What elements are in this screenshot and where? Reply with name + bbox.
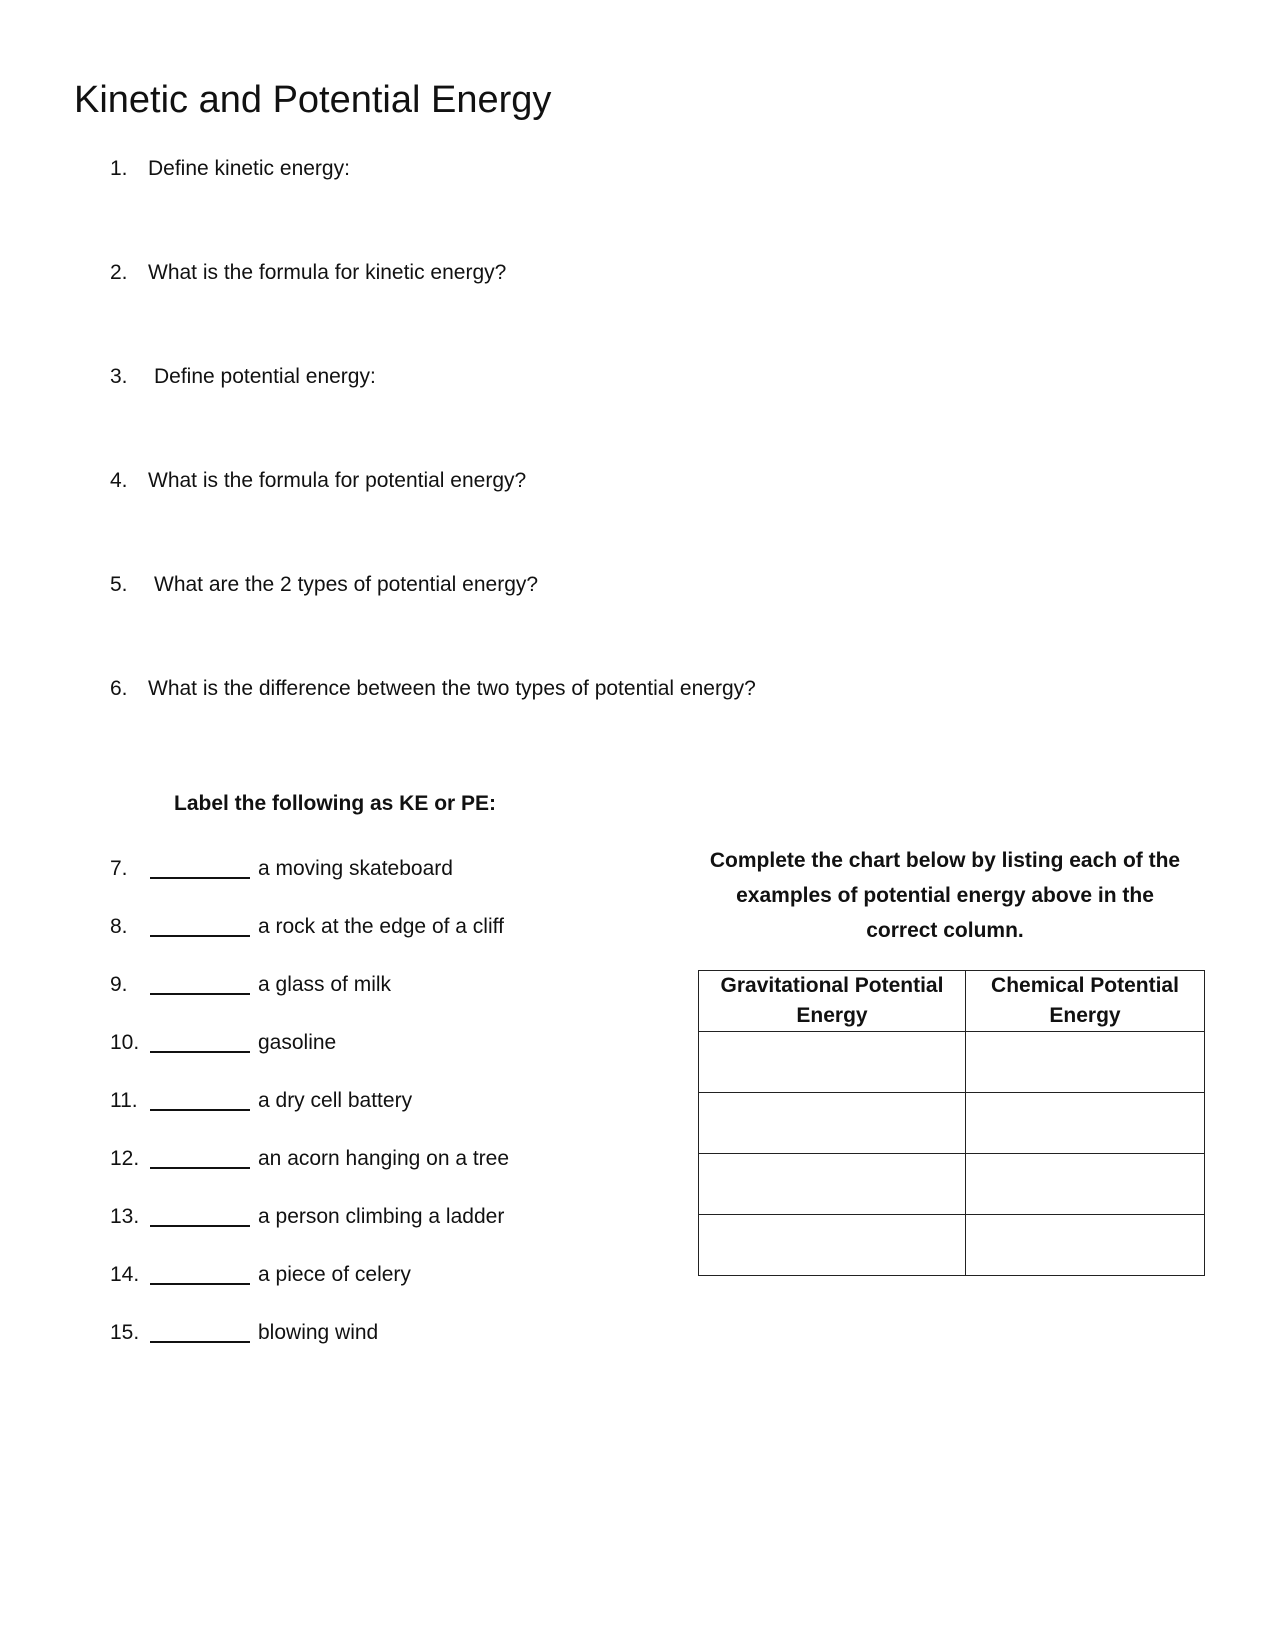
answer-blank[interactable] — [150, 1145, 250, 1169]
item-text: a piece of celery — [258, 1263, 411, 1286]
column-header-chemical: Chemical Potential Energy — [966, 971, 1205, 1032]
answer-blank[interactable] — [150, 1203, 250, 1227]
table-cell[interactable] — [966, 1215, 1205, 1276]
question-4 — [110, 467, 526, 495]
item-number: 10. — [110, 1031, 140, 1054]
label-item — [110, 1203, 504, 1231]
item-text: a rock at the edge of a cliff — [258, 915, 504, 938]
item-number: 11. — [110, 1089, 138, 1112]
answer-blank[interactable] — [150, 1319, 250, 1343]
question-3 — [110, 363, 376, 391]
item-text: a moving skateboard — [258, 857, 453, 880]
item-text: an acorn hanging on a tree — [258, 1147, 510, 1170]
item-number: 12. — [110, 1147, 140, 1170]
table-cell[interactable] — [966, 1032, 1205, 1093]
label-item — [110, 1319, 378, 1347]
answer-blank[interactable] — [150, 971, 250, 995]
label-section-heading: Label the following as KE or PE: — [174, 792, 497, 815]
answer-blank[interactable] — [150, 1087, 250, 1111]
question-number: 5. — [110, 573, 128, 596]
question-5 — [110, 571, 538, 599]
item-number: 14. — [110, 1263, 140, 1286]
item-number: 7. — [110, 857, 128, 880]
table-header-row — [699, 971, 1205, 1032]
question-text: Define potential energy: — [154, 365, 376, 388]
table-cell[interactable] — [699, 1032, 966, 1093]
label-item — [110, 1261, 411, 1289]
label-item — [110, 913, 504, 941]
question-number: 4. — [110, 469, 128, 492]
table-row — [699, 1154, 1205, 1215]
answer-blank[interactable] — [150, 913, 250, 937]
item-number: 9. — [110, 973, 128, 996]
question-number: 3. — [110, 365, 128, 388]
column-header-gravitational: Gravitational Potential Energy — [699, 971, 966, 1032]
table-row — [699, 1215, 1205, 1276]
question-6 — [110, 675, 756, 703]
label-item — [110, 855, 453, 883]
question-text: What are the 2 types of potential energy? — [154, 573, 539, 596]
item-number: 8. — [110, 915, 128, 938]
table-cell[interactable] — [699, 1154, 966, 1215]
question-1 — [110, 155, 350, 183]
table-cell[interactable] — [966, 1154, 1205, 1215]
label-item — [110, 1145, 509, 1173]
question-number: 1. — [110, 157, 128, 180]
question-text: Define kinetic energy: — [148, 157, 350, 180]
item-text: a dry cell battery — [258, 1089, 413, 1112]
table-cell[interactable] — [699, 1093, 966, 1154]
label-item — [110, 1087, 412, 1115]
table-row — [699, 1093, 1205, 1154]
label-item — [110, 1029, 336, 1057]
question-number: 2. — [110, 261, 128, 284]
item-number: 15. — [110, 1321, 140, 1344]
table-row — [699, 1032, 1205, 1093]
item-text: gasoline — [258, 1031, 337, 1054]
question-2 — [110, 259, 506, 287]
question-number: 6. — [110, 677, 128, 700]
answer-blank[interactable] — [150, 855, 250, 879]
item-text: a person climbing a ladder — [258, 1205, 505, 1228]
item-text: blowing wind — [258, 1321, 379, 1344]
answer-blank[interactable] — [150, 1261, 250, 1285]
chart-instructions: Complete the chart below by listing each of the examples of potential energy above in the correct column. — [709, 849, 1181, 942]
item-text: a glass of milk — [258, 973, 392, 996]
energy-chart-table — [698, 970, 1205, 1276]
question-text: What is the difference between the two types of potential energy? — [148, 677, 756, 700]
question-text: What is the formula for potential energy? — [148, 469, 527, 492]
table-cell[interactable] — [699, 1215, 966, 1276]
answer-blank[interactable] — [150, 1029, 250, 1053]
question-text: What is the formula for kinetic energy? — [148, 261, 507, 284]
page-title: Kinetic and Potential Energy — [74, 79, 552, 121]
label-item — [110, 971, 391, 999]
item-number: 13. — [110, 1205, 140, 1228]
table-cell[interactable] — [966, 1093, 1205, 1154]
